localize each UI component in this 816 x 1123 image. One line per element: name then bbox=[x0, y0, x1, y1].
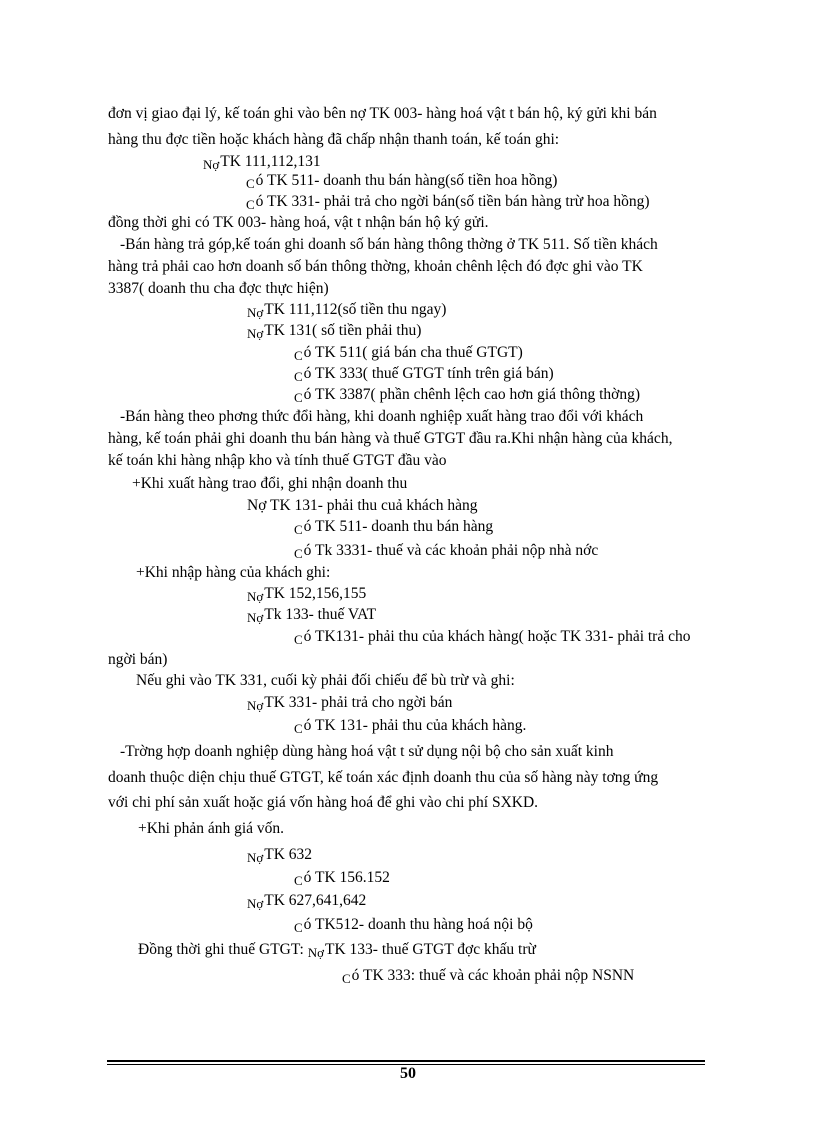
entry-debit bbox=[247, 693, 452, 716]
text-line: ngời bán) bbox=[108, 651, 168, 668]
text-line: kế toán khi hàng nhập kho và tính thuế GTGT đầu vào bbox=[108, 452, 447, 469]
text-line: đồng thời ghi có TK 003- hàng hoá, vật t nhận bán hộ ký gửi. bbox=[108, 214, 489, 231]
text-line: 3387( doanh thu cha đợc thực hiện) bbox=[108, 280, 329, 297]
entry-credit bbox=[294, 716, 526, 739]
no-marker: Nợ bbox=[247, 326, 264, 341]
text-line: hàng thu đợc tiền hoặc khách hàng đã chấp nhận thanh toán, kế toán ghi: bbox=[108, 131, 560, 148]
co-marker: C bbox=[342, 971, 351, 986]
text-line: hàng, kế toán phải ghi doanh thu bán hàng và thuế GTGT đầu ra.Khi nhận hàng của khách, bbox=[108, 430, 673, 447]
co-marker: C bbox=[294, 390, 303, 405]
entry-debit bbox=[247, 321, 421, 344]
text-line: doanh thuộc diện chịu thuế GTGT, kế toán xác định doanh thu của số hàng này tơng ứng bbox=[108, 769, 659, 786]
no-marker: Nợ bbox=[247, 610, 264, 625]
co-marker: C bbox=[246, 176, 255, 191]
entry-text: ó TK 3387( phần chênh lệch cao hơn giá thông thờng) bbox=[303, 386, 641, 403]
entry-text: ó TK 511( giá bán cha thuế GTGT) bbox=[303, 344, 523, 361]
entry-debit bbox=[247, 891, 366, 914]
text-line: Nợ TK 131- phải thu cuả khách hàng bbox=[247, 497, 478, 514]
entry-text: ó TK 333: thuế và các khoản phải nộp NSNN bbox=[351, 967, 635, 984]
no-marker: Nợ bbox=[247, 305, 264, 320]
entry-credit bbox=[294, 915, 533, 938]
text-line: Nếu ghi vào TK 331, cuối kỳ phải đối chiếu để bù trừ và ghi: bbox=[136, 672, 515, 689]
co-marker: C bbox=[294, 369, 303, 384]
entry-credit bbox=[294, 868, 390, 891]
entry-text: ó TK 333( thuế GTGT tính trên giá bán) bbox=[303, 365, 554, 382]
footer-rule bbox=[107, 1060, 705, 1062]
entry-credit bbox=[246, 171, 557, 194]
text-line: với chi phí sản xuất hoặc giá vốn hàng hoá để ghi vào chi phí SXKD. bbox=[108, 794, 539, 811]
entry-debit bbox=[247, 845, 312, 868]
entry-text: TK 627,641,642 bbox=[264, 892, 367, 909]
entry-text: ó TK 511- doanh thu bán hàng bbox=[303, 518, 494, 535]
entry-text: ó TK131- phải thu của khách hàng( hoặc TK 331- phải trả cho bbox=[303, 628, 691, 645]
co-marker: C bbox=[294, 348, 303, 363]
co-marker: C bbox=[294, 873, 303, 888]
entry-credit bbox=[294, 385, 640, 408]
co-marker: C bbox=[294, 721, 303, 736]
entry-text: TK 111,112(số tiền thu ngay) bbox=[264, 301, 447, 318]
entry-credit bbox=[294, 364, 554, 387]
entry-debit bbox=[247, 584, 366, 607]
entry-credit bbox=[294, 343, 523, 366]
entry-credit bbox=[294, 517, 493, 540]
no-marker: Nợ bbox=[307, 945, 324, 960]
text-line: +Khi nhập hàng của khách ghi: bbox=[136, 564, 331, 581]
co-marker: C bbox=[246, 197, 255, 212]
entry-text: Tk 133- thuế VAT bbox=[264, 606, 377, 623]
no-marker: Nợ bbox=[247, 896, 264, 911]
entry-text: TK 131( số tiền phải thu) bbox=[264, 322, 422, 339]
co-marker: C bbox=[294, 632, 303, 647]
entry-credit bbox=[342, 966, 634, 989]
entry-text: ó TK 156.152 bbox=[303, 869, 390, 886]
entry-text: TK 111,112,131 bbox=[220, 153, 321, 170]
text-line: hàng trả phải cao hơn doanh số bán thông thờng, khoản chênh lệch đó đợc ghi vào TK bbox=[108, 258, 643, 275]
entry-text: ó TK 131- phải thu của khách hàng. bbox=[303, 717, 527, 734]
no-marker: Nợ bbox=[203, 157, 220, 172]
text-line: +Khi xuất hàng trao đổi, ghi nhận doanh thu bbox=[132, 475, 408, 492]
co-marker: C bbox=[294, 920, 303, 935]
entry-text: ó TK512- doanh thu hàng hoá nội bộ bbox=[303, 916, 533, 933]
entry-text: TK 152,156,155 bbox=[264, 585, 367, 602]
entry-debit bbox=[247, 300, 446, 323]
entry-credit bbox=[294, 541, 598, 564]
co-marker: C bbox=[294, 522, 303, 537]
entry-text: TK 632 bbox=[264, 846, 313, 863]
entry-debit bbox=[247, 605, 376, 628]
page-number: 50 bbox=[400, 1065, 416, 1082]
text-line: -Trờng hợp doanh nghiệp dùng hàng hoá vật t sử dụng nội bộ cho sản xuất kinh bbox=[120, 743, 614, 760]
entry-text: TK 331- phải trả cho ngời bán bbox=[264, 694, 453, 711]
entry-text: Đồng thời ghi thuế GTGT: bbox=[138, 941, 308, 958]
text-line bbox=[138, 940, 536, 963]
entry-credit bbox=[294, 627, 690, 650]
co-marker: C bbox=[294, 546, 303, 561]
entry-credit bbox=[246, 192, 650, 215]
no-marker: Nợ bbox=[247, 698, 264, 713]
entry-text: ó TK 331- phải trả cho ngời bán(số tiền bán hàng trừ hoa hồng) bbox=[255, 193, 650, 210]
entry-text: ó Tk 3331- thuế và các khoản phải nộp nhà nớc bbox=[303, 542, 599, 559]
no-marker: Nợ bbox=[247, 589, 264, 604]
entry-text: ó TK 511- doanh thu bán hàng(số tiền hoa hồng) bbox=[255, 172, 558, 189]
text-line: +Khi phản ánh giá vốn. bbox=[138, 820, 285, 837]
text-line: -Bán hàng theo phơng thức đổi hàng, khi doanh nghiệp xuất hàng trao đổi với khách bbox=[120, 408, 644, 425]
entry-text: TK 133- thuế GTGT đợc khấu trừ bbox=[325, 941, 536, 958]
text-line: đơn vị giao đại lý, kế toán ghi vào bên nợ TK 003- hàng hoá vật t bán hộ, ký gửi khi bán bbox=[108, 105, 657, 122]
text-line: -Bán hàng trả góp,kế toán ghi doanh số bán hàng thông thờng ở TK 511. Số tiền khách bbox=[120, 236, 658, 253]
no-marker: Nợ bbox=[247, 850, 264, 865]
